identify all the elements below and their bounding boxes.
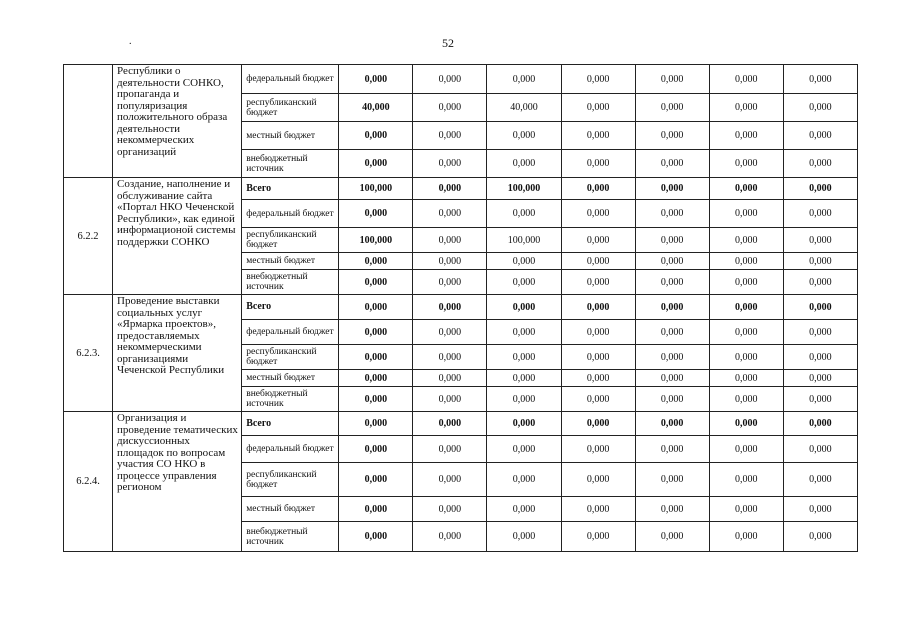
amount-cell: 0,000 (487, 65, 561, 94)
amount-cell: 0,000 (635, 436, 709, 463)
amount-cell: 0,000 (561, 497, 635, 522)
amount-cell: 0,000 (487, 122, 561, 150)
item-number: 6.2.2 (64, 178, 113, 295)
amount-cell: 0,000 (339, 412, 413, 436)
amount-cell: 0,000 (561, 178, 635, 200)
amount-cell: 0,000 (783, 370, 857, 387)
amount-cell: 0,000 (413, 522, 487, 552)
amount-cell: 0,000 (487, 436, 561, 463)
amount-cell: 0,000 (413, 370, 487, 387)
amount-cell: 100,000 (339, 228, 413, 253)
amount-cell: 0,000 (709, 522, 783, 552)
amount-cell: 0,000 (561, 320, 635, 345)
amount-cell: 0,000 (709, 345, 783, 370)
amount-cell: 0,000 (339, 122, 413, 150)
amount-cell: 0,000 (635, 270, 709, 295)
amount-cell: 0,000 (783, 270, 857, 295)
amount-cell: 0,000 (339, 200, 413, 228)
amount-cell: 100,000 (487, 228, 561, 253)
amount-cell: 0,000 (413, 178, 487, 200)
amount-cell: 0,000 (561, 387, 635, 412)
amount-cell: 0,000 (635, 295, 709, 320)
amount-cell: 0,000 (635, 522, 709, 552)
amount-cell: 0,000 (561, 370, 635, 387)
amount-cell: 0,000 (709, 253, 783, 270)
amount-cell: 0,000 (635, 497, 709, 522)
amount-cell: 0,000 (413, 463, 487, 497)
amount-cell: 0,000 (783, 295, 857, 320)
item-number: 6.2.4. (64, 412, 113, 552)
amount-cell: 0,000 (487, 345, 561, 370)
amount-cell: 0,000 (709, 150, 783, 178)
amount-cell: 0,000 (413, 270, 487, 295)
table-row (64, 65, 858, 94)
amount-cell: 0,000 (709, 94, 783, 122)
amount-cell: 0,000 (487, 463, 561, 497)
amount-cell: 100,000 (339, 178, 413, 200)
page-number: 52 (442, 36, 454, 50)
amount-cell: 0,000 (709, 497, 783, 522)
amount-cell: 0,000 (635, 370, 709, 387)
item-number (64, 65, 113, 178)
funding-source: федеральный бюджет (242, 320, 339, 345)
amount-cell: 0,000 (487, 387, 561, 412)
funding-source: внебюджетный источник (242, 150, 339, 178)
amount-cell: 0,000 (413, 94, 487, 122)
amount-cell: 0,000 (709, 436, 783, 463)
amount-cell: 0,000 (635, 150, 709, 178)
amount-cell: 0,000 (635, 387, 709, 412)
amount-cell: 0,000 (783, 436, 857, 463)
amount-cell: 0,000 (783, 150, 857, 178)
amount-cell: 0,000 (561, 522, 635, 552)
amount-cell: 0,000 (709, 270, 783, 295)
amount-cell: 0,000 (339, 65, 413, 94)
amount-cell: 0,000 (413, 387, 487, 412)
funding-source: внебюджетный источник (242, 387, 339, 412)
amount-cell: 0,000 (413, 295, 487, 320)
amount-cell: 0,000 (635, 200, 709, 228)
amount-cell: 0,000 (783, 463, 857, 497)
amount-cell: 0,000 (783, 497, 857, 522)
amount-cell: 0,000 (783, 65, 857, 94)
budget-table-body (64, 65, 858, 552)
amount-cell: 0,000 (487, 253, 561, 270)
funding-source: местный бюджет (242, 122, 339, 150)
amount-cell: 0,000 (413, 200, 487, 228)
amount-cell: 0,000 (413, 65, 487, 94)
amount-cell: 0,000 (635, 122, 709, 150)
amount-cell: 0,000 (339, 387, 413, 412)
amount-cell: 0,000 (783, 387, 857, 412)
amount-cell: 0,000 (561, 463, 635, 497)
amount-cell: 0,000 (561, 94, 635, 122)
amount-cell: 0,000 (561, 270, 635, 295)
amount-cell: 100,000 (487, 178, 561, 200)
amount-cell: 0,000 (783, 320, 857, 345)
amount-cell: 40,000 (339, 94, 413, 122)
amount-cell: 0,000 (413, 345, 487, 370)
amount-cell: 0,000 (783, 122, 857, 150)
amount-cell: 0,000 (487, 497, 561, 522)
funding-source: местный бюджет (242, 370, 339, 387)
amount-cell: 0,000 (339, 463, 413, 497)
amount-cell: 0,000 (783, 412, 857, 436)
amount-cell: 0,000 (783, 345, 857, 370)
amount-cell: 0,000 (783, 200, 857, 228)
item-title: Организация и проведение тематических дискуссионных площадок по вопросам участия СО НКО в процессе управления регионом (113, 412, 242, 552)
amount-cell: 0,000 (413, 122, 487, 150)
amount-cell: 0,000 (561, 436, 635, 463)
amount-cell: 0,000 (487, 412, 561, 436)
funding-source: Всего (242, 412, 339, 436)
amount-cell: 0,000 (709, 65, 783, 94)
amount-cell: 0,000 (783, 228, 857, 253)
amount-cell: 0,000 (561, 200, 635, 228)
amount-cell: 0,000 (709, 200, 783, 228)
amount-cell: 0,000 (783, 253, 857, 270)
amount-cell: 0,000 (339, 270, 413, 295)
amount-cell: 0,000 (709, 320, 783, 345)
amount-cell: 0,000 (487, 200, 561, 228)
amount-cell: 0,000 (709, 412, 783, 436)
funding-source: внебюджетный источник (242, 270, 339, 295)
amount-cell: 0,000 (413, 497, 487, 522)
item-title: Проведение выставки социальных услуг «Ярмарка проектов», предоставляемых некоммерческими организациями Чеченской Республики (113, 295, 242, 412)
amount-cell: 0,000 (561, 253, 635, 270)
amount-cell: 0,000 (561, 122, 635, 150)
amount-cell: 0,000 (709, 463, 783, 497)
budget-table (63, 64, 858, 552)
funding-source: федеральный бюджет (242, 436, 339, 463)
amount-cell: 0,000 (635, 178, 709, 200)
item-number: 6.2.3. (64, 295, 113, 412)
amount-cell: 0,000 (339, 150, 413, 178)
table-row (64, 412, 858, 436)
amount-cell: 0,000 (783, 94, 857, 122)
amount-cell: 0,000 (561, 65, 635, 94)
amount-cell: 0,000 (487, 320, 561, 345)
amount-cell: 0,000 (413, 412, 487, 436)
amount-cell: 0,000 (635, 345, 709, 370)
amount-cell: 0,000 (783, 178, 857, 200)
amount-cell: 40,000 (487, 94, 561, 122)
funding-source: федеральный бюджет (242, 65, 339, 94)
table-row (64, 178, 858, 200)
amount-cell: 0,000 (561, 412, 635, 436)
amount-cell: 0,000 (487, 150, 561, 178)
amount-cell: 0,000 (635, 412, 709, 436)
amount-cell: 0,000 (413, 253, 487, 270)
amount-cell: 0,000 (561, 295, 635, 320)
amount-cell: 0,000 (709, 295, 783, 320)
amount-cell: 0,000 (635, 253, 709, 270)
amount-cell: 0,000 (709, 122, 783, 150)
amount-cell: 0,000 (561, 228, 635, 253)
amount-cell: 0,000 (709, 228, 783, 253)
amount-cell: 0,000 (561, 345, 635, 370)
funding-source: республиканский бюджет (242, 463, 339, 497)
amount-cell: 0,000 (413, 228, 487, 253)
funding-source: Всего (242, 295, 339, 320)
funding-source: Всего (242, 178, 339, 200)
amount-cell: 0,000 (339, 295, 413, 320)
amount-cell: 0,000 (339, 497, 413, 522)
funding-source: местный бюджет (242, 253, 339, 270)
item-title: Республики о деятельности СОНКО, пропаганда и популяризация положительного образа деятельности некоммерческих организаций (113, 65, 242, 178)
amount-cell: 0,000 (339, 320, 413, 345)
amount-cell: 0,000 (339, 370, 413, 387)
funding-source: республиканский бюджет (242, 94, 339, 122)
amount-cell: 0,000 (413, 320, 487, 345)
amount-cell: 0,000 (339, 436, 413, 463)
item-title: Создание, наполнение и обслуживание сайта «Портал НКО Чеченской Республики», как единой информационой системы поддержки СОНКО (113, 178, 242, 295)
amount-cell: 0,000 (709, 178, 783, 200)
amount-cell: 0,000 (635, 65, 709, 94)
amount-cell: 0,000 (783, 522, 857, 552)
funding-source: местный бюджет (242, 497, 339, 522)
amount-cell: 0,000 (339, 253, 413, 270)
amount-cell: 0,000 (635, 320, 709, 345)
funding-source: федеральный бюджет (242, 200, 339, 228)
scan-mark: . (129, 36, 132, 47)
table-row (64, 295, 858, 320)
amount-cell: 0,000 (413, 150, 487, 178)
amount-cell: 0,000 (339, 345, 413, 370)
funding-source: республиканский бюджет (242, 228, 339, 253)
amount-cell: 0,000 (487, 295, 561, 320)
amount-cell: 0,000 (709, 370, 783, 387)
amount-cell: 0,000 (487, 370, 561, 387)
amount-cell: 0,000 (635, 228, 709, 253)
amount-cell: 0,000 (487, 522, 561, 552)
funding-source: внебюджетный источник (242, 522, 339, 552)
funding-source: республиканский бюджет (242, 345, 339, 370)
amount-cell: 0,000 (339, 522, 413, 552)
amount-cell: 0,000 (709, 387, 783, 412)
amount-cell: 0,000 (561, 150, 635, 178)
amount-cell: 0,000 (413, 436, 487, 463)
amount-cell: 0,000 (635, 463, 709, 497)
amount-cell: 0,000 (635, 94, 709, 122)
amount-cell: 0,000 (487, 270, 561, 295)
